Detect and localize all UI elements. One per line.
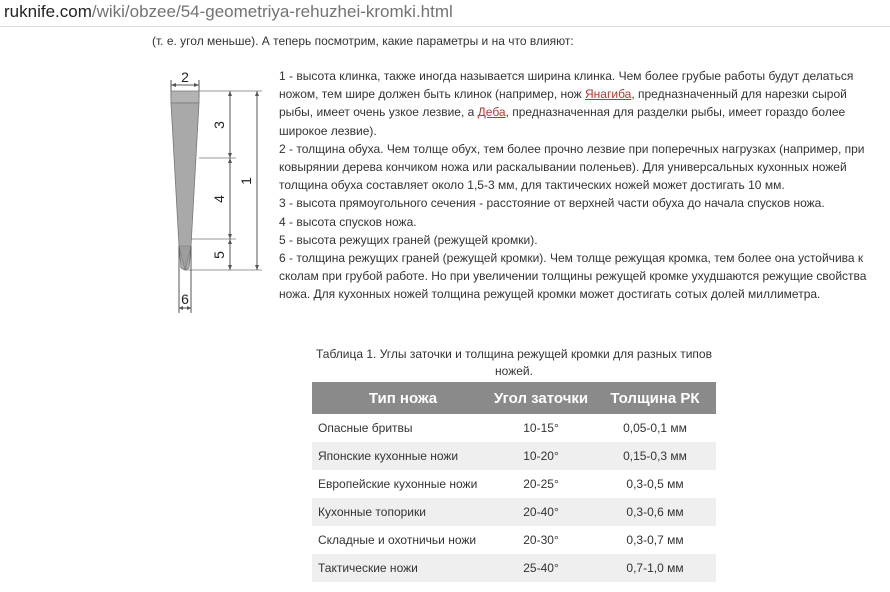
parameter-descriptions: [279, 67, 871, 304]
label-3: 3: [211, 121, 227, 129]
arrow-4b: [228, 234, 232, 239]
table-row: [312, 498, 716, 526]
table-row: [312, 414, 716, 442]
header-angle: Угол заточки: [488, 382, 594, 414]
deba-link[interactable]: Деба: [477, 105, 506, 120]
table-row: [312, 470, 716, 498]
url-text[interactable]: [4, 1, 453, 23]
header-edge-thickness: Толщина РК: [594, 382, 716, 414]
cell-thickness: 0,05-0,1 мм: [594, 414, 716, 442]
table-caption: Таблица 1. Углы заточки и толщина режущей кромки для разных типов ножей.: [316, 347, 712, 378]
arrow-1b: [255, 265, 259, 270]
cell-thickness: 0,3-0,5 мм: [594, 470, 716, 498]
label-1: 1: [238, 177, 254, 185]
param-2-text: 2 - толщина обуха. Чем толще обух, тем более прочно лезвие при поперечных нагрузках (например, при ковырянии дерева кончиком ножа или раскалывании поленьев). Для универсальных кухонных ножей толщина обуха составляет около 1,5-3 мм, для тактических ножей может достигать 10 мм.: [279, 141, 865, 193]
url-host: ruknife.com: [4, 2, 92, 21]
cell-thickness: 0,15-0,3 мм: [594, 442, 716, 470]
table-header-row: [312, 382, 716, 414]
yanagiba-link[interactable]: Янагиба: [585, 87, 632, 102]
cell-angle: 20-25°: [488, 470, 594, 498]
url-path: /wiki/obzee/54-geometriya-rehuzhei-kromki.html: [91, 2, 453, 21]
cell-thickness: 0,7-1,0 мм: [594, 554, 716, 582]
sharpening-angles-table: [312, 382, 716, 582]
label-2: 2: [181, 69, 189, 85]
cell-angle: 25-40°: [488, 554, 594, 582]
label-4: 4: [211, 195, 227, 203]
blade-cross-section-diagram: [160, 68, 272, 323]
cell-angle: 10-15°: [488, 414, 594, 442]
cell-angle: 20-30°: [488, 526, 594, 554]
blade-body: [171, 103, 199, 270]
table-row: [312, 554, 716, 582]
cell-knife-type: Японские кухонные ножи: [312, 442, 488, 470]
param-5-text: 5 - высота режущих граней (режущей кромки).: [279, 232, 538, 247]
cell-angle: 10-20°: [488, 442, 594, 470]
arrow-5b: [228, 265, 232, 270]
label-6: 6: [181, 291, 189, 307]
header-knife-type: Тип ножа: [312, 382, 488, 414]
address-bar[interactable]: [0, 0, 890, 27]
arrow-3a: [228, 91, 232, 96]
cell-knife-type: Складные и охотничьи ножи: [312, 526, 488, 554]
param-3-text: 3 - высота прямоугольного сечения - расстояние от верхней части обуха до начала спусков ножа.: [279, 196, 825, 211]
blade-diagram-svg: [160, 68, 272, 318]
param-1-text: 1 - высота клинка, также иногда называется ширина клинка. Чем более грубые работы будут делаться ножом, тем шире должен быть клинок (например, нож Янагиба, предназначенный для нарезки сырой рыбы, имеет очень узкое лезвие, а Деба, предназначенная для разделки рыбы, имеет гораздо более широкое лезвие).: [279, 69, 854, 138]
param-4-text: 4 - высота спусков ножа.: [279, 214, 417, 229]
arrow-1a: [255, 91, 259, 96]
cell-knife-type: Кухонные топорики: [312, 498, 488, 526]
cell-thickness: 0,3-0,7 мм: [594, 526, 716, 554]
cell-knife-type: Европейские кухонные ножи: [312, 470, 488, 498]
arrow-3b: [228, 153, 232, 158]
cell-thickness: 0,3-0,6 мм: [594, 498, 716, 526]
blade-spine-section: [171, 91, 199, 103]
table-row: [312, 442, 716, 470]
cell-knife-type: Тактические ножи: [312, 554, 488, 582]
cell-angle: 20-40°: [488, 498, 594, 526]
table-row: [312, 526, 716, 554]
arrow-2a: [171, 83, 176, 87]
arrow-4a: [228, 158, 232, 163]
cell-knife-type: Опасные бритвы: [312, 414, 488, 442]
arrow-5a: [228, 239, 232, 244]
label-5: 5: [211, 251, 227, 259]
param-6-text: 6 - толщина режущих граней (режущей кромки). Чем толще режущая кромка, тем более она устойчива к сколам при грубой работе. Но при увеличении толщины режущей кромке ухудшаются режущие свойства ножа. Для кухонных ножей толщина режущей кромки может достигать сотых долей миллиметра.: [279, 251, 867, 302]
arrow-2b: [194, 83, 199, 87]
intro-text: (т. е. угол меньше). А теперь посмотрим, какие параметры и на что влияют:: [152, 34, 574, 48]
